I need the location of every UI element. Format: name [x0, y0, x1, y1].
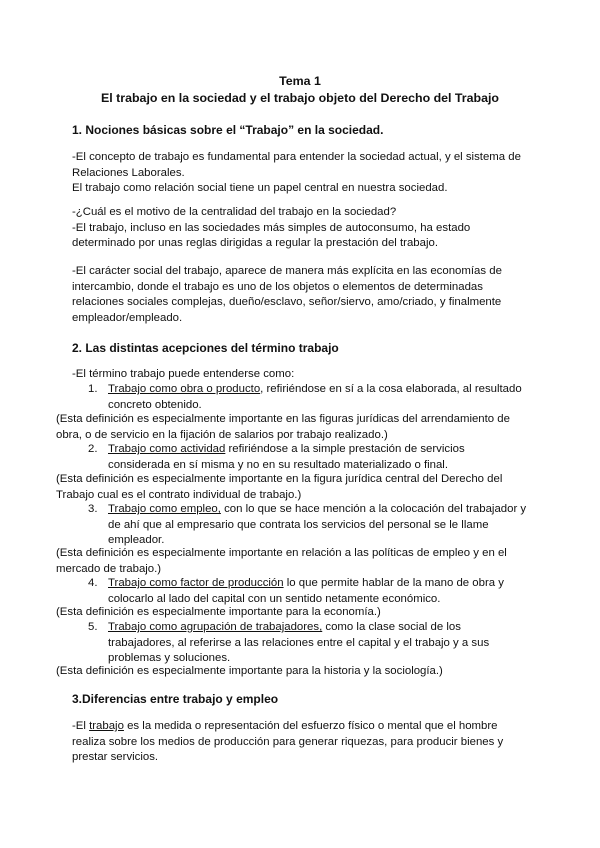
- paragraph-text: El trabajo como relación social tiene un papel central en nuestra sociedad.: [72, 182, 448, 195]
- term-underlined: Trabajo como factor de producción: [108, 577, 284, 589]
- definition-note: (Esta definición es especialmente importante para la historia y la sociología.): [56, 665, 443, 677]
- paragraph-text: -¿Cuál es el motivo de la centralidad del trabajo en la sociedad?: [72, 206, 397, 218]
- list-item: [88, 382, 528, 413]
- term-underlined: Trabajo como agrupación de trabajadores,: [108, 621, 323, 633]
- term-underlined: Trabajo como obra o producto: [108, 383, 261, 395]
- list-item: [88, 620, 528, 667]
- list-item: [88, 502, 528, 549]
- definition-note: (Esta definición es especialmente importante para la economía.): [56, 606, 381, 618]
- list-item-text: como la clase social de los trabajadores, al referirse a las relaciones entre el capital y el trabajo y a sus problemas y soluciones.: [108, 621, 490, 665]
- term-underlined: Trabajo como empleo,: [108, 503, 221, 515]
- list-item: [88, 576, 528, 607]
- list-item-text: , refiriéndose en sí a la cosa elaborada, al resultado concreto obtenido.: [108, 383, 522, 411]
- definition-note: (Esta definición es especialmente importante en la figura jurídica central del Derecho del Trabajo cual es el contrato individual de trabajo.): [56, 473, 503, 501]
- list-item: [88, 442, 528, 473]
- paragraph-text: es la medida o representación del esfuerzo físico o mental que el hombre realiza sobre los medios de producción para generar riquezas, para producir bienes y prestar servicios.: [72, 720, 504, 764]
- list-number: 1.: [88, 383, 98, 395]
- paragraph-text: -El: [72, 720, 90, 732]
- paragraph: [72, 205, 532, 252]
- term-underlined: trabajo: [89, 720, 124, 732]
- list-item-text: refiriéndose a la simple prestación de servicios considerada en sí misma y no en su resultado materializado o final.: [108, 443, 465, 471]
- paragraph-text: -El concepto de trabajo es fundamental para entender la sociedad actual, y el sistema de Relaciones Laborales.: [72, 151, 521, 179]
- paragraph: -El carácter social del trabajo, aparece de manera más explícita en las economías de intercambio, donde el trabajo es uno de los objetos o elementos de determinadas relaciones sociales complejas, dueño/esclavo, señor/siervo, amo/criado, y finalmente empleador/empleado.: [72, 265, 502, 324]
- term-underlined: Trabajo como actividad: [108, 443, 226, 455]
- list-number: 4.: [88, 577, 98, 589]
- paragraph: [72, 719, 532, 766]
- paragraph-text: -El trabajo, incluso en las sociedades más simples de autoconsumo, ha estado determinado por unas reglas dirigidas a regular la prestación del trabajo.: [72, 221, 471, 250]
- paragraph: [72, 150, 532, 197]
- list-number: 3.: [88, 503, 98, 515]
- list-intro: -El término trabajo puede entenderse como:: [72, 368, 295, 380]
- list-number: 2.: [88, 443, 98, 455]
- definition-note: (Esta definición es especialmente importante en relación a las políticas de empleo y en el mercado de trabajo.): [56, 547, 507, 575]
- section-3-heading: 3.Diferencias entre trabajo y empleo: [72, 692, 279, 706]
- document-title: El trabajo en la sociedad y el trabajo objeto del Derecho del Trabajo: [101, 91, 499, 105]
- list-number: 5.: [88, 621, 98, 633]
- section-2-heading: 2. Las distintas acepciones del término trabajo: [72, 341, 339, 355]
- definition-note: (Esta definición es especialmente importante en las figuras jurídicas del arrendamiento de obra, o de servicio en la fijación de salarios por trabajo realizado.): [56, 413, 510, 441]
- list-item-text: con lo que se hace mención a la colocación del trabajador y de ahí que al empresario que contrata los servicios del personal se le llame empleador.: [108, 503, 527, 547]
- topic-number: Tema 1: [279, 74, 321, 88]
- list-item-text: lo que permite hablar de la mano de obra y colocarlo al lado del capital con un sentido netamente económico.: [108, 577, 504, 605]
- section-1-heading: 1. Nociones básicas sobre el “Trabajo” en la sociedad.: [72, 123, 384, 137]
